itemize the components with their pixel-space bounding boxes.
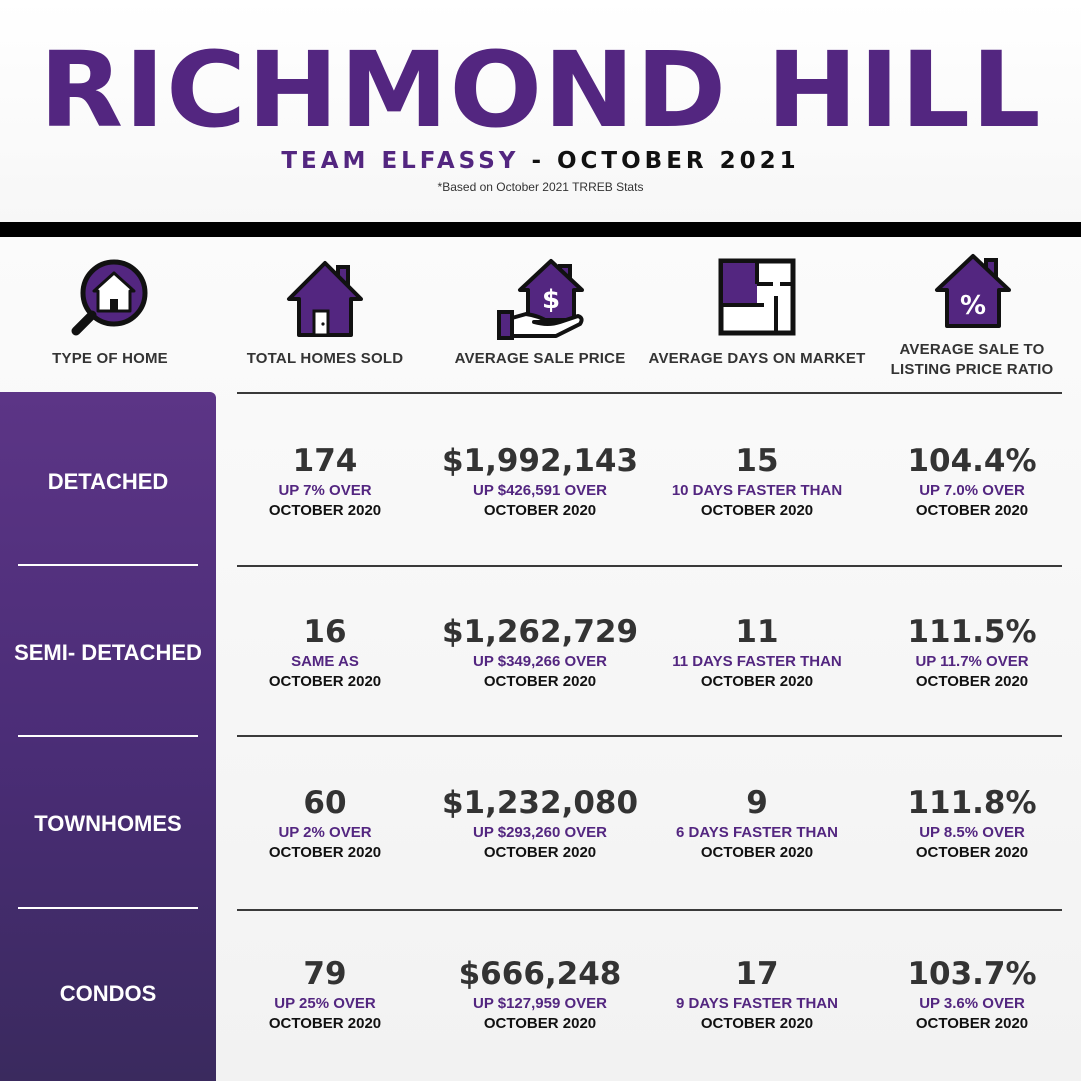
- stat-period: OCTOBER 2020: [483, 1015, 597, 1032]
- header: [0, 0, 1081, 222]
- column-header-sale-list-ratio: AVERAGE SALE TO LISTING PRICE RATIO: [890, 341, 1054, 378]
- cell-semi-ratio: [872, 614, 1072, 692]
- stat-value: 103.7%: [907, 956, 1037, 992]
- stat-value: $1,232,080: [441, 785, 639, 821]
- stat-value: 104.4%: [907, 443, 1037, 479]
- stat-value: 15: [735, 443, 779, 479]
- house-percent-icon: [934, 252, 1012, 330]
- column-header-type: TYPE OF HOME: [52, 350, 168, 367]
- subtitle: [0, 146, 1081, 176]
- report-period: OCTOBER 2021: [557, 148, 800, 174]
- stat-period: OCTOBER 2020: [268, 673, 382, 690]
- column-header-total-sold: TOTAL HOMES SOLD: [246, 350, 404, 367]
- stat-change: UP 2% OVER: [278, 824, 372, 841]
- stat-period: OCTOBER 2020: [915, 1015, 1029, 1032]
- stat-period: OCTOBER 2020: [483, 502, 597, 519]
- row-divider: [237, 565, 1062, 567]
- stat-change: UP $127,959 OVER: [473, 995, 607, 1012]
- cell-condos-days: [647, 956, 867, 1034]
- row-divider: [237, 735, 1062, 737]
- stat-change: 11 DAYS FASTER THAN: [672, 653, 842, 670]
- cell-condos-ratio: [872, 956, 1072, 1034]
- hand-house-dollar-icon: [496, 258, 586, 340]
- stat-period: OCTOBER 2020: [915, 844, 1029, 861]
- stat-period: OCTOBER 2020: [483, 673, 597, 690]
- stat-change: 10 DAYS FASTER THAN: [671, 482, 843, 499]
- stat-value: 60: [303, 785, 347, 821]
- sidebar-divider: [18, 564, 198, 566]
- stat-period: OCTOBER 2020: [700, 502, 814, 519]
- sidebar-divider: [18, 735, 198, 737]
- floor-plan-icon: [718, 258, 796, 336]
- stat-period: OCTOBER 2020: [483, 844, 597, 861]
- house-icon: [286, 259, 364, 339]
- cell-detached-sold: [225, 443, 425, 521]
- stat-value: 9: [746, 785, 768, 821]
- stat-change: UP $293,260 OVER: [473, 824, 607, 841]
- house-magnifier-icon: [68, 259, 154, 341]
- stat-value: $666,248: [458, 956, 622, 992]
- row-divider: [237, 392, 1062, 394]
- stat-change: UP 11.7% OVER: [915, 653, 1029, 670]
- stat-value: 111.8%: [907, 785, 1037, 821]
- cell-condos-sold: [225, 956, 425, 1034]
- stat-period: OCTOBER 2020: [915, 502, 1029, 519]
- stat-value: 111.5%: [907, 614, 1037, 650]
- stat-change: UP 8.5% OVER: [919, 824, 1025, 841]
- cell-townhomes-price: [430, 785, 650, 863]
- cell-townhomes-ratio: [872, 785, 1072, 863]
- page-title: RICHMOND HILL: [39, 29, 1042, 151]
- row-divider: [237, 909, 1062, 911]
- source-note: *Based on October 2021 TRREB Stats: [437, 180, 644, 194]
- stat-value: 17: [735, 956, 779, 992]
- stat-value: 11: [735, 614, 779, 650]
- column-header-days-on-market: AVERAGE DAYS ON MARKET: [648, 350, 866, 367]
- type-detached: DETACHED: [47, 469, 169, 494]
- stat-change: UP 25% OVER: [274, 995, 376, 1012]
- stat-value: $1,992,143: [441, 443, 639, 479]
- cell-condos-price: [430, 956, 650, 1034]
- stat-value: 174: [292, 443, 358, 479]
- sidebar-divider: [18, 907, 198, 909]
- stat-period: OCTOBER 2020: [268, 844, 382, 861]
- stat-change: UP 7% OVER: [278, 482, 372, 499]
- stat-change: UP $349,266 OVER: [473, 653, 607, 670]
- stat-value: 16: [303, 614, 347, 650]
- stat-period: OCTOBER 2020: [700, 673, 814, 690]
- cell-semi-days: [647, 614, 867, 692]
- stat-period: OCTOBER 2020: [700, 844, 814, 861]
- cell-townhomes-days: [647, 785, 867, 863]
- dollar-sign: $: [541, 285, 561, 315]
- stat-value: 79: [303, 956, 347, 992]
- cell-townhomes-sold: [225, 785, 425, 863]
- header-divider-bar: [0, 222, 1081, 237]
- percent-sign: %: [959, 291, 987, 321]
- stat-period: OCTOBER 2020: [268, 1015, 382, 1032]
- separator: -: [519, 148, 557, 174]
- team-name: TEAM ELFASSY: [281, 148, 520, 174]
- type-townhomes: TOWNHOMES: [34, 811, 182, 836]
- stat-change: UP 3.6% OVER: [919, 995, 1025, 1012]
- cell-detached-ratio: [872, 443, 1072, 521]
- column-header-avg-price: AVERAGE SALE PRICE: [454, 350, 626, 367]
- cell-semi-sold: [225, 614, 425, 692]
- cell-semi-price: [430, 614, 650, 692]
- stat-period: OCTOBER 2020: [268, 502, 382, 519]
- stat-value: $1,262,729: [441, 614, 639, 650]
- stat-change: UP $426,591 OVER: [473, 482, 607, 499]
- stat-change: 9 DAYS FASTER THAN: [676, 995, 838, 1012]
- stat-period: OCTOBER 2020: [700, 1015, 814, 1032]
- stat-change: 6 DAYS FASTER THAN: [676, 824, 838, 841]
- type-condos: CONDOS: [59, 981, 157, 1006]
- cell-detached-days: [647, 443, 867, 521]
- stat-period: OCTOBER 2020: [915, 673, 1029, 690]
- type-semi-detached: SEMI- DETACHED: [14, 640, 202, 665]
- stat-change: SAME AS: [291, 653, 359, 670]
- home-type-sidebar: [0, 392, 216, 1081]
- cell-detached-price: [430, 443, 650, 521]
- stat-change: UP 7.0% OVER: [919, 482, 1025, 499]
